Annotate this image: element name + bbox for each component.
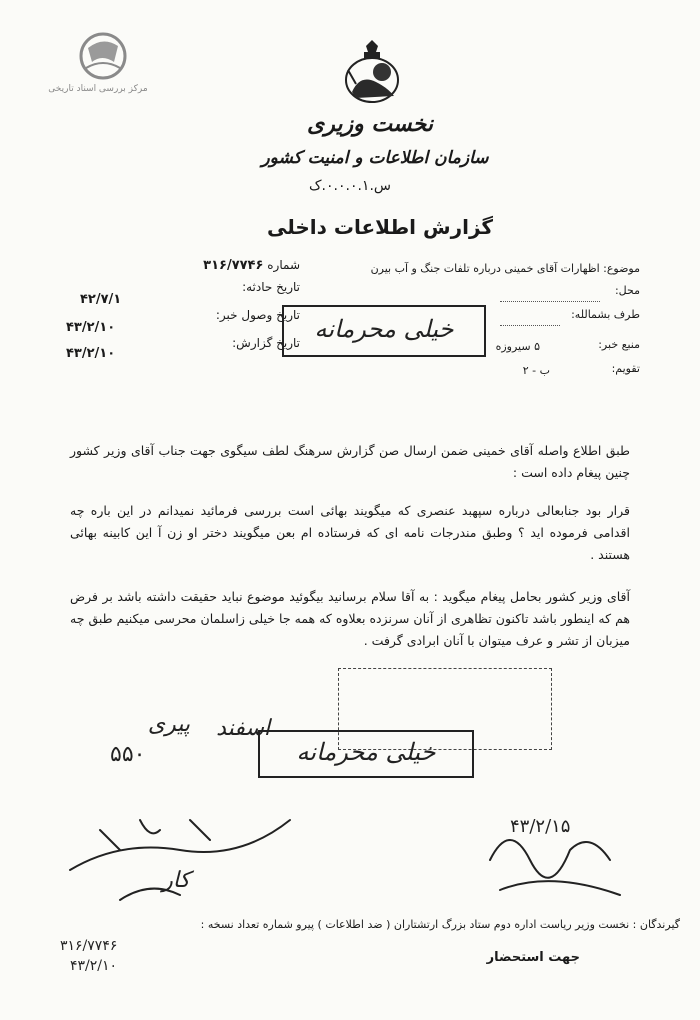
meta-evaluation-value: ب - ۲ (522, 364, 550, 377)
header-code: س.۰.۰.۰.۱.ک (309, 178, 391, 194)
meta-news-source-label: منبع خبر: (598, 338, 640, 351)
watermark-text: مرکز بررسی اسناد تاریخی (48, 84, 148, 94)
header-title: نخست وزیری (307, 112, 433, 137)
header-organization: سازمان اطلاعات و امنیت کشور (261, 148, 489, 168)
handwritten-signature-text: کار (162, 868, 190, 893)
meta-event-date-value: ۴۲/۷/۱ (80, 292, 122, 307)
meta-received-date-label: تاریخ وصول خبر: (215, 308, 300, 322)
meta-news-source-value: ۵ سیروزه (495, 340, 540, 353)
meta-number-row (70, 258, 300, 273)
meta-subject-row (320, 262, 640, 275)
meta-divider (500, 324, 560, 326)
report-title: گزارش اطلاعات داخلی (266, 215, 494, 239)
footer-purpose: جهت استحضار (486, 950, 580, 965)
meta-news-source-row (540, 338, 640, 351)
body-paragraph-1: طبق اطلاع واصله آقای خمینی ضمن ارسال صن گزارش سرهنگ لطف سیگوی جهت جناب آقای وزیر کشور چنین پیغام داده است : (70, 443, 630, 480)
classification-stamp-top-text: خیلی محرمانه (314, 315, 454, 343)
meta-subject-label: موضوع: (603, 262, 640, 275)
body-paragraph-3: آقای وزیر کشور بحامل پیغام میگوید : به آقا سلام برسانید بیگوئید موضوع نباید حقیقت داشته باشد بر فرض هم که اینطور باشد تاکنون تظاهری از آنان سرنزده بعلاوه که همه جا خیلی زاسلمان محرسی میکنیم طبق چه میزبان از تشر و عرف میتوان با آنان ابرادی گرفت . (70, 589, 630, 648)
meta-event-date-label: تاریخ حادثه: (242, 280, 300, 294)
body-paragraph-2: قرار بود جنابعالی درباره سپهبد عنصری که میگویند بهائی است بررسی فرمائید نمیدانم در این باره چه اقدامی فرموده اید ؟ وطبق مندرجات نامه ای که فرستاده ام بعن میگویند دختر او زن آ این کابینه بهائی هستند . (70, 503, 630, 562)
classification-stamp-bottom (258, 730, 474, 778)
meta-evaluation-label: تقویم: (611, 362, 640, 375)
meta-received-date-value: ۴۳/۲/۱۰ (66, 320, 116, 335)
archive-watermark (28, 18, 178, 94)
meta-sender-label: طرف بشمالله: (571, 308, 640, 321)
signature-left-icon (60, 800, 300, 910)
meta-divider (500, 300, 600, 302)
handwritten-date: ۴۳/۲/۱۵ (510, 816, 571, 837)
footer-number: ۳۱۶/۷۷۴۶ (60, 938, 118, 954)
meta-number-label: شماره (267, 258, 300, 272)
footer-recipients: گیرندگان : نخست وزیر ریاست اداره دوم ستاد بزرگ ارتشتاران ( ضد اطلاعات ) پیرو شماره تعداد نسخه : (200, 918, 680, 931)
emblem-icon (336, 40, 408, 110)
meta-source-label: محل: (614, 284, 640, 297)
meta-report-date-label: تاریخ گزارش: (232, 336, 300, 350)
handwritten-note-number: ۵۵۰ (110, 742, 146, 767)
archive-logo-icon (28, 18, 178, 84)
meta-report-date-value: ۴۳/۲/۱۰ (66, 346, 116, 361)
classification-stamp-top (282, 305, 486, 357)
footer-number-2: ۴۳/۲/۱۰ (70, 958, 118, 974)
handwritten-note-month: اسفند (216, 716, 270, 741)
meta-subject-value: اظهارات آقای خمینی درباره تلفات جنگ و آب بیرن (370, 262, 600, 275)
meta-number-value: ۳۱۶/۷۷۴۶ (203, 258, 264, 273)
handwritten-note-word: پیری (147, 712, 190, 737)
classification-stamp-bottom-text: خیلی محرمانه (296, 738, 436, 766)
